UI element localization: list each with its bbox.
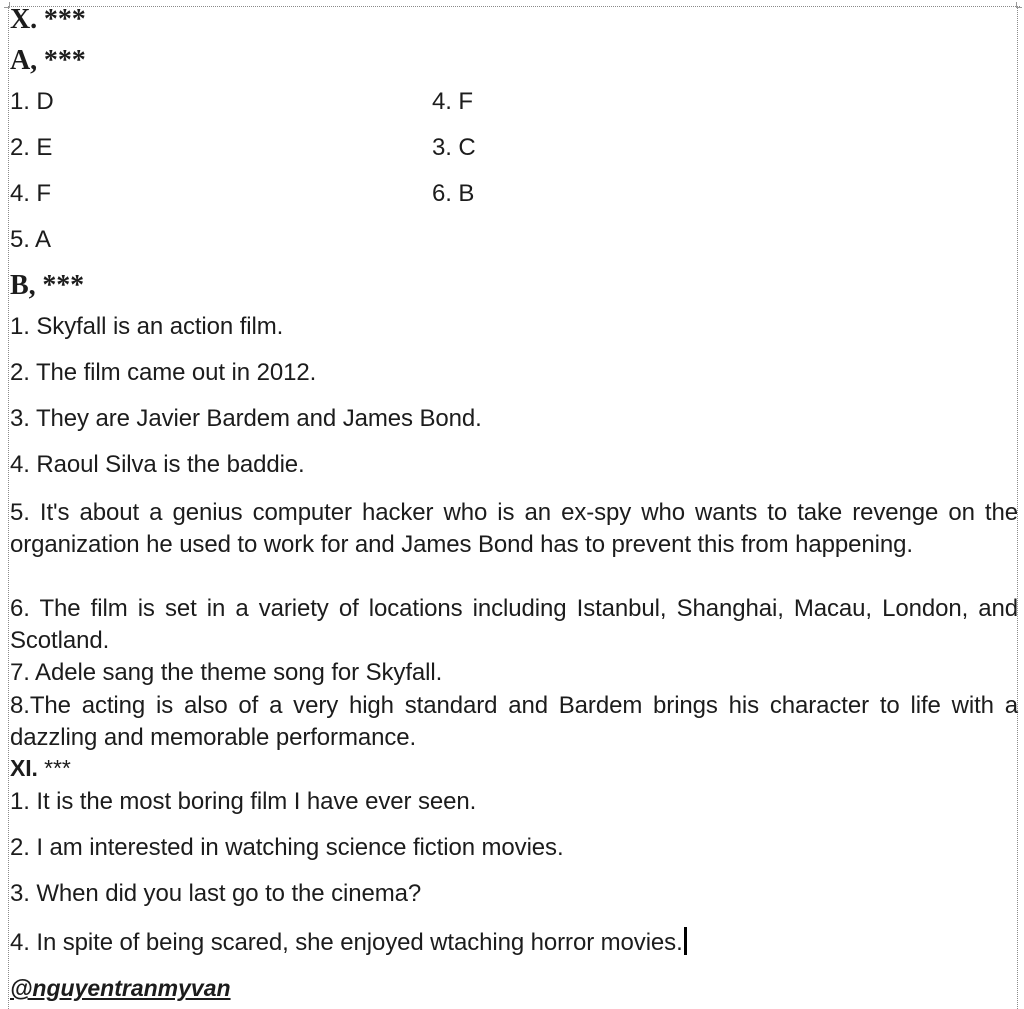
part-b-answer: 5. It's about a genius computer hacker who is an ex-spy who wants to take revenge on the organization he used to work for and James Bond has to prevent this from happening. bbox=[10, 499, 1018, 558]
part-a-answer: 3. C bbox=[432, 134, 476, 161]
text-boundary-top bbox=[8, 6, 1020, 7]
section-xi-answer: 2. I am interested in watching science fiction movies. bbox=[10, 834, 564, 861]
part-b-answer: 2. The film came out in 2012. bbox=[10, 359, 317, 386]
margin-corner-mark-right bbox=[1016, 2, 1022, 8]
part-b-answer: 8.The acting is also of a very high standard and Bardem brings his character to life with a dazzling and memorable performance. bbox=[10, 692, 1018, 751]
part-b-answer: 4. Raoul Silva is the baddie. bbox=[10, 451, 305, 478]
part-a-answer: 1. D bbox=[10, 88, 54, 115]
part-a-answer: 4. F bbox=[432, 88, 473, 115]
section-xi-answer: 3. When did you last go to the cinema? bbox=[10, 880, 422, 907]
part-b-answer: 6. The film is set in a variety of locations including Istanbul, Shanghai, Macau, London, and Scotland. bbox=[10, 595, 1018, 654]
section-xi-stars: *** bbox=[44, 755, 71, 781]
part-a-answer: 5. A bbox=[10, 226, 51, 253]
part-b-answer: 3. They are Javier Bardem and James Bond. bbox=[10, 405, 482, 432]
section-xi-label: XI. bbox=[10, 755, 38, 781]
part-a-answer: 6. B bbox=[432, 180, 475, 207]
part-b-answer: 7. Adele sang the theme song for Skyfall. bbox=[10, 659, 443, 686]
part-a-heading: A, *** bbox=[10, 45, 86, 76]
section-xi-heading bbox=[10, 754, 71, 782]
text-boundary-left bbox=[8, 6, 9, 1009]
text-cursor bbox=[684, 927, 687, 955]
section-xi-answer: 1. It is the most boring film I have ever seen. bbox=[10, 788, 477, 815]
part-b-heading: B, *** bbox=[10, 270, 85, 301]
part-b-answer: 1. Skyfall is an action film. bbox=[10, 313, 284, 340]
part-a-answer: 4. F bbox=[10, 180, 51, 207]
part-a-answer: 2. E bbox=[10, 134, 53, 161]
section-xi-answer: 4. In spite of being scared, she enjoyed wtaching horror movies. bbox=[10, 929, 683, 956]
section-x-heading: X. *** bbox=[10, 4, 86, 35]
author-signature: @nguyentranmyvan bbox=[10, 975, 231, 1001]
section-xi-answer-last[interactable] bbox=[10, 927, 687, 958]
